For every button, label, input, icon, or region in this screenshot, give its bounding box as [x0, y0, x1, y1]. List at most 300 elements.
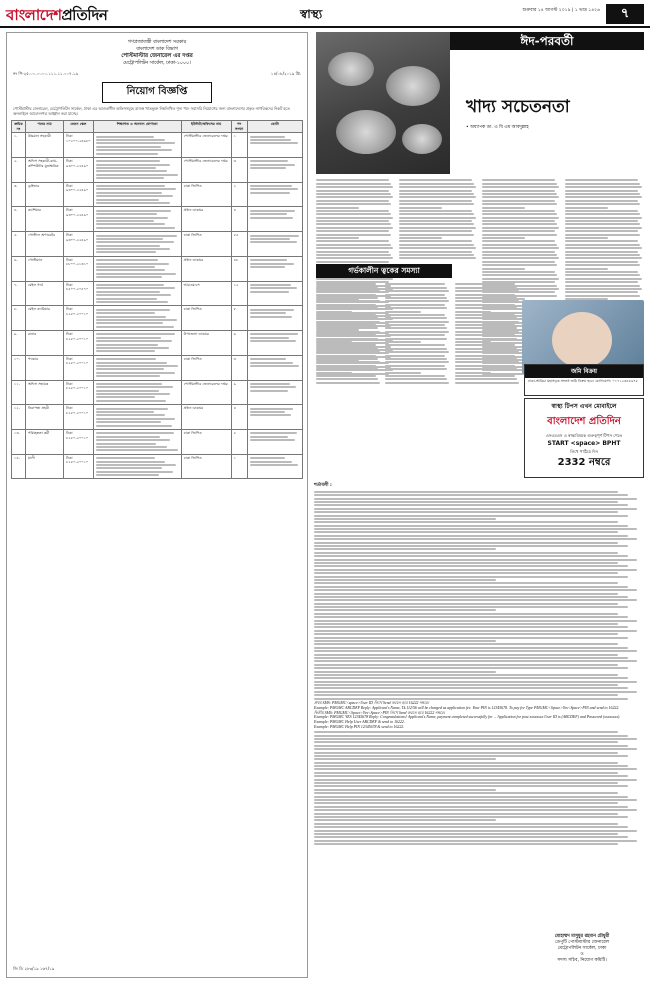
text-line: [455, 331, 519, 333]
text-line: [96, 294, 172, 296]
text-line: [385, 327, 447, 329]
text-line: [314, 545, 628, 547]
text-line: [399, 196, 476, 198]
text-line: [250, 386, 297, 388]
government-header: [7, 39, 307, 67]
text-line: [314, 511, 618, 513]
text-line: [565, 220, 638, 222]
cell-count: ৯: [231, 380, 247, 405]
text-line: [316, 344, 376, 346]
belly-image: [552, 312, 612, 368]
col-header-serial: ক্রমিক নং: [12, 121, 26, 133]
text-line: [455, 327, 517, 329]
sms-brand: বাংলাদেশ প্রতিদিন: [547, 416, 621, 427]
text-line: [250, 309, 295, 311]
text-line: [96, 408, 168, 410]
cell-post: উচ্চমান সহকারী: [26, 133, 64, 158]
text-line: [399, 237, 442, 239]
text-line: [565, 193, 640, 195]
text-line: [565, 207, 608, 209]
text-line: [316, 365, 376, 367]
col-header-count: পদ সংখ্যা: [231, 121, 247, 133]
text-line: [314, 620, 637, 622]
text-line: [385, 314, 445, 316]
text-line: [316, 372, 352, 374]
cell-qualification: [93, 430, 181, 455]
cell-scale: টাকা ৮২৫০-২০০১০: [64, 430, 94, 455]
text-line: [482, 183, 557, 185]
cell-quota: [247, 157, 302, 182]
text-line: [455, 344, 515, 346]
text-line: [314, 654, 618, 656]
cell-quota: [247, 331, 302, 356]
cell-count: ১: [231, 133, 247, 158]
text-line: [455, 361, 519, 363]
text-line: [316, 217, 393, 219]
signatory-office: মেট্রোপলিটন সার্কেল, ঢাকা: [557, 946, 607, 951]
text-line: [96, 446, 167, 448]
text-line: [565, 230, 638, 232]
text-line: [316, 247, 393, 249]
cell-qualification: [93, 454, 181, 479]
text-line: [455, 287, 517, 289]
text-line: [455, 324, 515, 326]
text-line: [385, 365, 445, 367]
text-line: [385, 358, 447, 360]
text-line: [482, 234, 557, 236]
text-line: [316, 358, 378, 360]
text-line: [96, 471, 173, 473]
text-line: [250, 464, 299, 466]
cell-scale: টাকা ৮৮০০-২১৩১০: [64, 256, 94, 281]
text-line: [96, 383, 162, 385]
cell-qualification: [93, 256, 181, 281]
text-line: [96, 199, 159, 201]
text-line: [482, 203, 557, 205]
text-line: [314, 735, 628, 737]
cell-unit: ঢাকা জিপিও: [181, 232, 231, 257]
cell-post: পরিচ্ছন্নতা কর্মী: [26, 430, 64, 455]
text-line: [316, 223, 391, 225]
text-line: [250, 312, 286, 314]
text-line: [96, 202, 170, 204]
text-line: [314, 698, 628, 700]
cell-serial: ৪.: [12, 207, 26, 232]
text-line: [96, 301, 168, 303]
text-line: [399, 220, 472, 222]
text-line: [316, 304, 376, 306]
text-line: [314, 562, 618, 564]
text-line: [96, 322, 163, 324]
text-line: [385, 321, 449, 323]
conditions-text: [314, 491, 644, 700]
text-line: [96, 263, 169, 265]
text-line: [314, 596, 628, 598]
text-line: [314, 745, 628, 747]
text-line: [316, 261, 389, 263]
text-line: [482, 227, 559, 229]
text-line: [316, 324, 376, 326]
cell-scale: টাকা ৮২৫০-২০০১০: [64, 454, 94, 479]
text-line: [399, 234, 474, 236]
cell-serial: ২.: [12, 157, 26, 182]
text-line: [455, 375, 515, 377]
text-line: [314, 799, 637, 801]
newspaper-logo[interactable]: [6, 4, 107, 29]
cell-qualification: [93, 306, 181, 331]
text-line: [314, 623, 618, 625]
example-line: Example: PMGMC Help User ABCDEF & send to 16222.: [314, 720, 405, 725]
text-line: [565, 251, 638, 253]
text-line: [316, 311, 352, 313]
text-line: [96, 248, 171, 250]
cell-scale: টাকা ৮২৫০-২০০১০: [64, 355, 94, 380]
cell-quota: [247, 256, 302, 281]
table-row: [12, 331, 303, 356]
text-line: [385, 344, 445, 346]
text-line: [314, 813, 618, 815]
text-line: [385, 351, 449, 353]
text-line: [316, 220, 389, 222]
text-line: [314, 508, 637, 510]
cell-unit: ঢাকা জিপিও: [181, 355, 231, 380]
cell-scale: টাকা ৮২৫০-২০০১০: [64, 331, 94, 356]
text-line: [314, 542, 618, 544]
text-line: [96, 291, 161, 293]
text-line: [96, 425, 172, 427]
ad-title: জমি বিক্রয়: [525, 365, 643, 378]
section-title: স্বাস্থ্য: [300, 7, 323, 21]
text-line: [96, 368, 164, 370]
text-line: [96, 245, 160, 247]
text-line: [455, 307, 517, 309]
text-line: [314, 681, 637, 683]
text-line: [565, 271, 638, 273]
text-line: [250, 316, 293, 318]
table-row: [12, 207, 303, 232]
gov-line-3: পোস্টমাস্টার জেনারেল এর দপ্তর: [121, 53, 193, 59]
cell-unit: ঢাকা জিপিও: [181, 182, 231, 207]
text-line: [399, 193, 474, 195]
text-line: [250, 362, 293, 364]
text-line: [482, 193, 557, 195]
text-line: [96, 344, 158, 346]
text-line: [482, 244, 557, 246]
text-line: [316, 227, 393, 229]
text-line: [314, 684, 618, 686]
text-line: [314, 548, 496, 550]
text-line: [385, 378, 447, 380]
text-line: [96, 418, 176, 420]
text-line: [314, 748, 637, 750]
text-line: [96, 284, 164, 286]
text-line: [482, 230, 555, 232]
text-line: [565, 268, 608, 270]
text-line: [385, 290, 449, 292]
notice-intro: পোস্টমাস্টার জেনারেল, মেট্রোপলিটন সার্কেল, ঢাকা এর আওতাধীন অফিসসমূহে রাজস্ব খাতভুক্ত নিম্নলিখিত শূন্য পদে সরাসরি নিয়োগের জন্য বাংলাদেশের প্রকৃত নাগরিকদের নিকট হতে অনলাইনে আবেদনপত্র আহ্বান করা যাচ্ছে।: [13, 106, 290, 116]
text-line: [314, 528, 637, 530]
text-line: [399, 203, 474, 205]
text-line: [399, 240, 472, 242]
text-line: [314, 657, 628, 659]
text-line: [565, 200, 638, 202]
text-line: [314, 789, 496, 791]
text-line: [250, 408, 294, 410]
text-line: [314, 823, 618, 825]
text-line: [314, 647, 628, 649]
text-line: [314, 606, 628, 608]
text-line: [482, 179, 555, 181]
text-line: [96, 298, 157, 300]
text-line: [314, 586, 628, 588]
text-line: [314, 626, 628, 628]
cell-serial: ৬.: [12, 256, 26, 281]
text-line: [316, 213, 391, 215]
text-line: [385, 297, 447, 299]
text-line: [314, 802, 618, 804]
text-line: [399, 179, 472, 181]
text-line: [96, 174, 178, 176]
cell-serial: ১২.: [12, 405, 26, 430]
text-line: [96, 146, 162, 148]
text-line: [482, 274, 557, 276]
text-line: [250, 185, 292, 187]
text-line: [316, 378, 378, 380]
cell-quota: [247, 405, 302, 430]
text-line: [250, 263, 294, 265]
cell-post: পোস্টাল অপারেটর: [26, 232, 64, 257]
text-line: [455, 321, 519, 323]
text-line: [96, 461, 166, 463]
cell-qualification: [93, 207, 181, 232]
cell-unit: প্রধান ডাকঘর: [181, 256, 231, 281]
text-line: [314, 758, 496, 760]
sms-number: 2332 নম্বরে: [557, 457, 611, 468]
text-line: [314, 504, 628, 506]
cell-quota: [247, 232, 302, 257]
text-line: [314, 572, 618, 574]
text-line: [316, 317, 378, 319]
cell-unit: ঢাকা জিপিও: [181, 454, 231, 479]
text-line: [96, 390, 159, 392]
pregnancy-skin-heading: গর্ভকালীন ত্বকের সমস্যা: [316, 264, 452, 278]
col-header-quota: কোটা: [247, 121, 302, 133]
text-line: [565, 278, 642, 280]
text-line: [96, 414, 165, 416]
article-column: [455, 282, 520, 398]
cell-scale: টাকা ১০২০০-২৪৬৮০: [64, 133, 94, 158]
text-line: [399, 217, 476, 219]
text-line: [96, 319, 177, 321]
text-line: [565, 247, 642, 249]
text-line: [385, 287, 447, 289]
table-row: [12, 355, 303, 380]
text-line: [96, 436, 160, 438]
text-line: [399, 190, 472, 192]
text-line: [399, 183, 474, 185]
text-line: [314, 779, 637, 781]
text-line: [385, 372, 421, 374]
table-row: [12, 454, 303, 479]
feature-byline: • অধ্যাপক ডা. এ বি এম আবদুল্লাহ: [466, 125, 529, 130]
text-line: [482, 196, 559, 198]
text-line: [96, 432, 174, 434]
text-line: [250, 217, 294, 219]
cell-unit: প্রধান ডাকঘর: [181, 405, 231, 430]
text-line: [455, 334, 515, 336]
text-line: [96, 316, 167, 318]
text-line: [250, 340, 296, 342]
text-line: [250, 411, 285, 413]
cell-qualification: [93, 232, 181, 257]
text-line: [455, 348, 517, 350]
text-line: [250, 164, 295, 166]
text-line: [455, 290, 519, 292]
text-line: [96, 195, 173, 197]
cell-count: ৪: [231, 405, 247, 430]
text-line: [314, 640, 496, 642]
text-line: [250, 139, 292, 141]
memo-number: নং পি-২৫.০০.০০০০.১১১.১১.০০৭.১৯: [13, 71, 79, 76]
text-line: [316, 190, 389, 192]
cell-qualification: [93, 182, 181, 207]
text-line: [455, 300, 519, 302]
text-line: [314, 531, 618, 533]
text-line: [96, 153, 158, 155]
signature-block: [520, 934, 644, 964]
example-line: দ্বিতীয় SMS: PMGMC<Space>Yes<Space>PIN লিখে Send করতে হবে 16222 নম্বরে।: [314, 710, 445, 715]
text-line: [316, 290, 380, 292]
logo-part-1: বাংলাদেশ: [6, 6, 62, 24]
text-line: [314, 535, 628, 537]
text-line: [482, 240, 555, 242]
text-line: [314, 819, 496, 821]
text-line: [482, 200, 555, 202]
text-line: [96, 375, 161, 377]
text-line: [250, 365, 300, 367]
text-line: [385, 348, 447, 350]
text-line: [314, 674, 618, 676]
text-line: [314, 782, 618, 784]
text-line: [96, 259, 158, 261]
cell-unit: ঢাকা জিপিও: [181, 306, 231, 331]
signatory-name: মোহাম্মদ মাসুমুর রহমান চৌধুরী: [554, 934, 610, 939]
table-row: [12, 281, 303, 306]
text-line: [316, 186, 393, 188]
text-line: [314, 589, 637, 591]
text-line: [314, 741, 618, 743]
text-line: [565, 217, 642, 219]
text-line: [316, 230, 389, 232]
text-line: [455, 338, 517, 340]
text-line: [316, 297, 378, 299]
cell-count: ২: [231, 182, 247, 207]
cell-count: ৫: [231, 430, 247, 455]
text-line: [455, 351, 519, 353]
text-line: [314, 677, 628, 679]
cell-serial: ১৩.: [12, 430, 26, 455]
text-line: [96, 177, 164, 179]
cell-scale: টাকা ৯৩০০-২২৪৯০: [64, 182, 94, 207]
text-line: [316, 375, 376, 377]
table-row: [12, 133, 303, 158]
land-sale-ad[interactable]: [524, 364, 644, 396]
text-line: [316, 234, 391, 236]
text-line: [482, 220, 555, 222]
text-line: [314, 576, 628, 578]
text-line: [316, 183, 391, 185]
text-line: [314, 603, 618, 605]
cell-qualification: [93, 405, 181, 430]
cell-serial: ১০.: [12, 355, 26, 380]
sms-promo-box[interactable]: [524, 398, 644, 478]
text-line: [96, 213, 157, 215]
text-line: [565, 179, 638, 181]
cell-post: অফিস সহকারী-কাম-কম্পিউটার মুদ্রাক্ষরিক: [26, 157, 64, 182]
text-line: [455, 304, 515, 306]
text-line: [314, 538, 637, 540]
text-line: [482, 271, 555, 273]
text-line: [385, 307, 447, 309]
cell-scale: টাকা ৯৩০০-২২৪৯০: [64, 157, 94, 182]
text-line: [399, 230, 472, 232]
cell-qualification: [93, 355, 181, 380]
text-line: [250, 337, 290, 339]
text-line: [455, 365, 515, 367]
cell-post: রানার: [26, 331, 64, 356]
text-line: [96, 217, 168, 219]
text-line: [250, 192, 290, 194]
cell-scale: টাকা ৮৫০০-২০৫৭০: [64, 281, 94, 306]
text-line: [96, 309, 170, 311]
sms-code: START <space> BPHT: [547, 440, 621, 447]
text-line: [316, 203, 391, 205]
cell-serial: ১.: [12, 133, 26, 158]
text-line: [385, 283, 445, 285]
text-line: [314, 593, 618, 595]
table-row: [12, 157, 303, 182]
text-line: [250, 284, 291, 286]
cell-post: প্যাকার: [26, 355, 64, 380]
text-line: [314, 582, 618, 584]
signatory-and: ও: [580, 952, 584, 957]
text-line: [316, 341, 352, 343]
text-line: [96, 337, 162, 339]
gov-line-2: বাংলাদেশ ডাক বিভাগ: [136, 47, 178, 52]
bowl-image: [336, 110, 396, 154]
text-line: [314, 785, 628, 787]
text-line: [96, 443, 157, 445]
cell-quota: [247, 207, 302, 232]
text-line: [482, 186, 559, 188]
cell-scale: টাকা ৯৩০০-২২৪৯০: [64, 232, 94, 257]
text-line: [314, 555, 628, 557]
text-line: [314, 491, 618, 493]
gov-line-1: গণপ্রজাতন্ত্রী বাংলাদেশ সরকার: [127, 40, 187, 45]
cell-unit: ঢাকা জিপিও: [181, 430, 231, 455]
text-line: [455, 368, 517, 370]
text-line: [482, 210, 555, 212]
cell-post: মালী: [26, 454, 64, 479]
text-line: [96, 362, 167, 364]
text-line: [316, 307, 378, 309]
text-line: [316, 300, 380, 302]
text-line: [385, 355, 445, 357]
text-line: [565, 213, 640, 215]
text-line: [399, 254, 474, 256]
text-line: [565, 240, 638, 242]
text-line: [455, 311, 491, 313]
